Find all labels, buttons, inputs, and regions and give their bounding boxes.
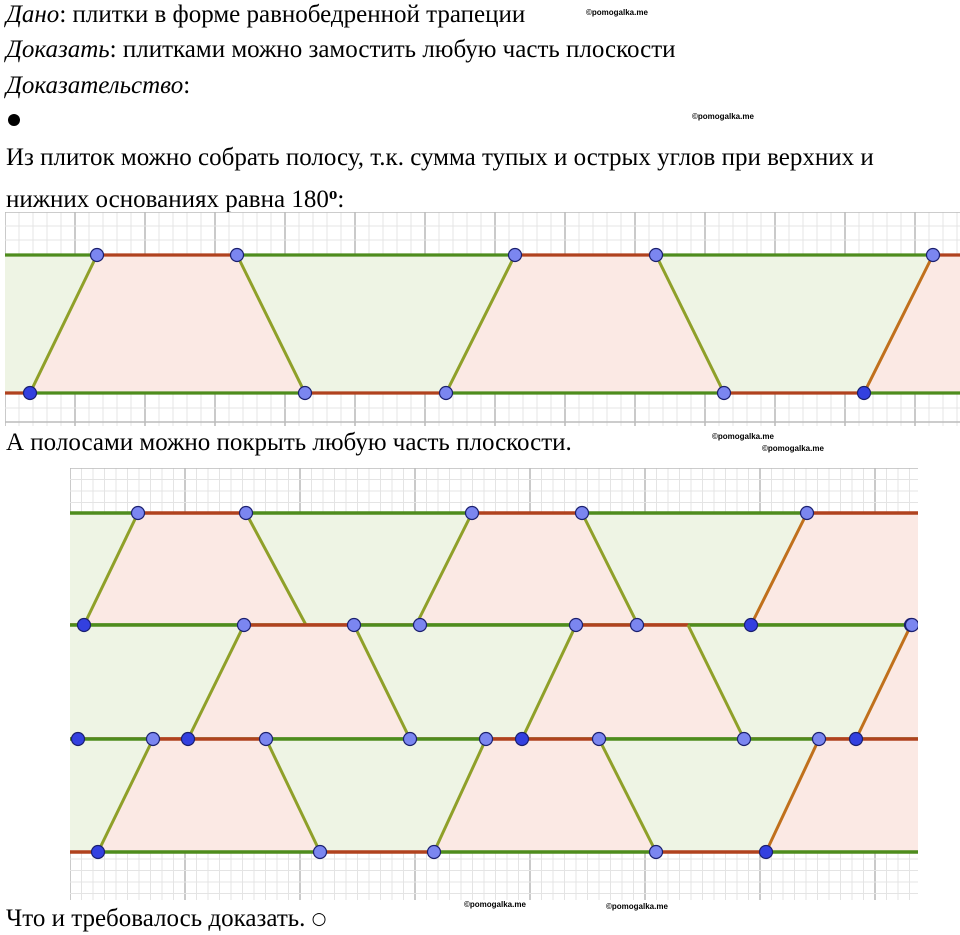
- vertex-point: [440, 387, 453, 400]
- conclusion-line: [6, 904, 326, 934]
- vertex-point: [718, 387, 731, 400]
- tiling-figure: [70, 468, 918, 900]
- vertex-point: [593, 733, 606, 746]
- vertex-point: [238, 619, 251, 632]
- vertex-point: [801, 507, 814, 520]
- proof-label: Доказательство: [6, 72, 184, 99]
- vertex-point: [348, 619, 361, 632]
- prove-line: [6, 35, 676, 65]
- vertex-point: [516, 733, 529, 746]
- vertex-point: [906, 619, 919, 632]
- vertex-point: [91, 249, 104, 262]
- vertex-point: [231, 249, 244, 262]
- watermark: ©pomogalka.me: [464, 900, 526, 909]
- vertex-point: [813, 733, 826, 746]
- paragraph-1-line-1: Из плиток можно собрать полосу, т.к. сумма тупых и острых углов при верхних и: [6, 144, 874, 171]
- vertex-point: [24, 387, 37, 400]
- vertex-point: [760, 846, 773, 859]
- vertex-point: [260, 733, 273, 746]
- given-label: Дано: [6, 1, 60, 28]
- paragraph-1-line-2: [6, 179, 344, 215]
- watermark: ©pomogalka.me: [586, 8, 648, 17]
- vertex-point: [147, 733, 160, 746]
- given-text: : плитки в форме равнобедренной трапеции: [59, 1, 526, 28]
- vertex-point: [509, 249, 522, 262]
- vertex-point: [850, 733, 863, 746]
- proof-colon: :: [183, 72, 191, 99]
- vertex-point: [466, 507, 479, 520]
- prove-label: Доказать: [6, 36, 110, 63]
- watermark: ©pomogalka.me: [606, 902, 668, 911]
- vertex-point: [650, 249, 663, 262]
- vertex-point: [132, 507, 145, 520]
- watermark: ©pomogalka.me: [692, 112, 754, 121]
- watermark: ©pomogalka.me: [712, 432, 774, 441]
- vertex-point: [314, 846, 327, 859]
- bullet-icon: [8, 114, 20, 126]
- vertex-point: [631, 619, 644, 632]
- vertex-point: [745, 619, 758, 632]
- given-line: [6, 0, 525, 30]
- vertex-point: [78, 619, 91, 632]
- strip-figure: [5, 212, 960, 426]
- vertex-point: [650, 846, 663, 859]
- vertex-point: [858, 387, 871, 400]
- vertex-point: [404, 733, 417, 746]
- watermark: ©pomogalka.me: [762, 444, 824, 453]
- vertex-point: [299, 387, 312, 400]
- conclusion-text: Что и требовалось доказать.: [6, 905, 306, 932]
- proof-line: [6, 71, 190, 101]
- vertex-point: [92, 846, 105, 859]
- vertex-point: [240, 507, 253, 520]
- vertex-point: [480, 733, 493, 746]
- vertex-point: [576, 507, 589, 520]
- paragraph-2: А полосами можно покрыть любую часть плоскости.: [6, 429, 572, 456]
- paragraph-1-text: нижних основаниях равна 180: [6, 186, 329, 213]
- end-of-proof-icon: ○: [311, 909, 327, 929]
- degree-sign: o: [328, 184, 338, 203]
- paragraph-1-colon: :: [337, 186, 345, 213]
- vertex-point: [428, 846, 441, 859]
- vertex-point: [927, 249, 940, 262]
- prove-text: : плитками можно замостить любую часть плоскости: [109, 36, 676, 63]
- vertex-point: [414, 619, 427, 632]
- vertex-point: [182, 733, 195, 746]
- vertex-point: [570, 619, 583, 632]
- vertex-point: [72, 733, 85, 746]
- vertex-point: [738, 733, 751, 746]
